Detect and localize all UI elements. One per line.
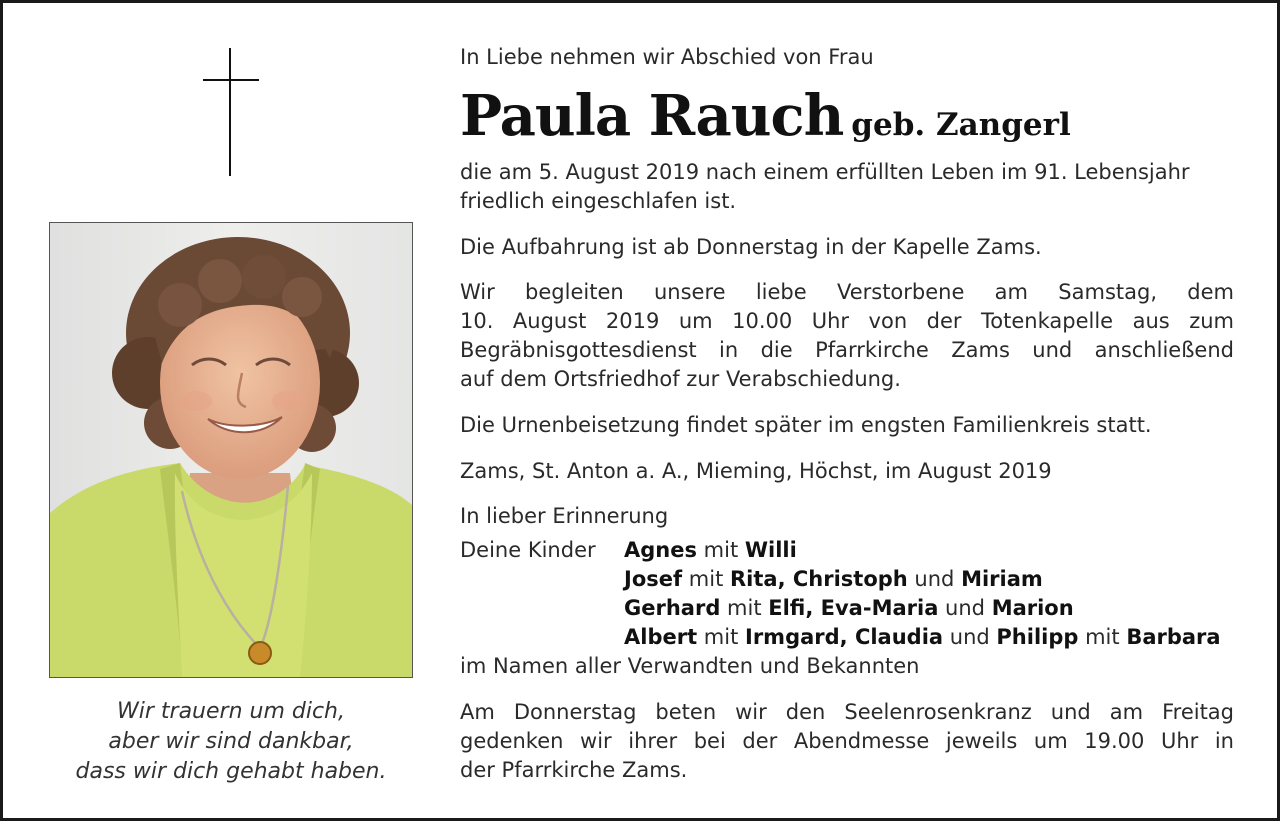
child-row — [624, 538, 797, 562]
family-name: Agnes — [624, 538, 697, 562]
family-name: Miriam — [961, 567, 1043, 591]
connector-text: mit — [696, 538, 745, 562]
family-name: Elfi, Eva-Maria — [768, 596, 939, 620]
family-name: Albert — [624, 625, 698, 649]
family-name: Marion — [991, 596, 1074, 620]
funeral-line: Wir begleiten unsere liebe Verstorbene am Samstag, dem — [460, 280, 1234, 304]
intro-line: In Liebe nehmen wir Abschied von Frau — [460, 45, 874, 69]
connector-text: mit — [682, 567, 731, 591]
family-name: Barbara — [1126, 625, 1221, 649]
prayer-line: gedenken wir ihrer bei der Abendmesse jeweils um 19.00 Uhr in — [460, 729, 1234, 753]
prayer-line: der Pfarrkirche Zams. — [460, 758, 688, 782]
family-name: Rita, Christoph — [730, 567, 908, 591]
remembrance-line: In lieber Erinnerung — [460, 504, 669, 528]
prayer-line: Am Donnerstag beten wir den Seelenrosenkranz und am Freitag — [460, 700, 1234, 724]
connector-text: und — [943, 625, 997, 649]
name-main: Paula Rauch — [460, 83, 844, 149]
children-label: Deine Kinder — [460, 538, 596, 562]
motto-line: aber wir sind dankbar, — [108, 729, 354, 754]
family-name: Willi — [744, 538, 797, 562]
connector-text: und — [938, 596, 992, 620]
death-line: die am 5. August 2019 nach einem erfüllten Leben im 91. Lebensjahr — [460, 160, 1190, 184]
family-name: Josef — [624, 567, 683, 591]
death-line: friedlich eingeschlafen ist. — [460, 189, 737, 213]
family-name: Philipp — [996, 625, 1079, 649]
portrait-photo — [49, 222, 413, 678]
motto — [43, 697, 419, 787]
deceased-name — [460, 83, 1071, 149]
child-row — [624, 567, 1043, 591]
connector-text: mit — [720, 596, 769, 620]
child-row — [624, 625, 1221, 649]
child-row — [624, 596, 1074, 620]
motto-line: Wir trauern um dich, — [117, 699, 345, 724]
place-date: Zams, St. Anton a. A., Mieming, Höchst, im August 2019 — [460, 459, 1052, 483]
connector-text: und — [907, 567, 962, 591]
motto-line: dass wir dich gehabt haben. — [75, 759, 387, 784]
relatives-line: im Namen aller Verwandten und Bekannten — [460, 654, 920, 678]
family-name: Irmgard, Claudia — [745, 625, 944, 649]
cross-icon — [203, 48, 259, 176]
viewing-info: Die Aufbahrung ist ab Donnerstag in der Kapelle Zams. — [460, 235, 1042, 259]
urn-info: Die Urnenbeisetzung findet später im engsten Familienkreis statt. — [460, 413, 1152, 437]
funeral-line: auf dem Ortsfriedhof zur Verabschiedung. — [460, 367, 901, 391]
connector-text: mit — [697, 625, 746, 649]
connector-text: mit — [1078, 625, 1127, 649]
funeral-line: 10. August 2019 um 10.00 Uhr von der Totenkapelle aus zum — [460, 309, 1234, 333]
funeral-line: Begräbnisgottesdienst in die Pfarrkirche Zams und anschließend — [460, 338, 1234, 362]
name-birth: geb. Zangerl — [851, 107, 1071, 143]
family-name: Gerhard — [624, 596, 721, 620]
